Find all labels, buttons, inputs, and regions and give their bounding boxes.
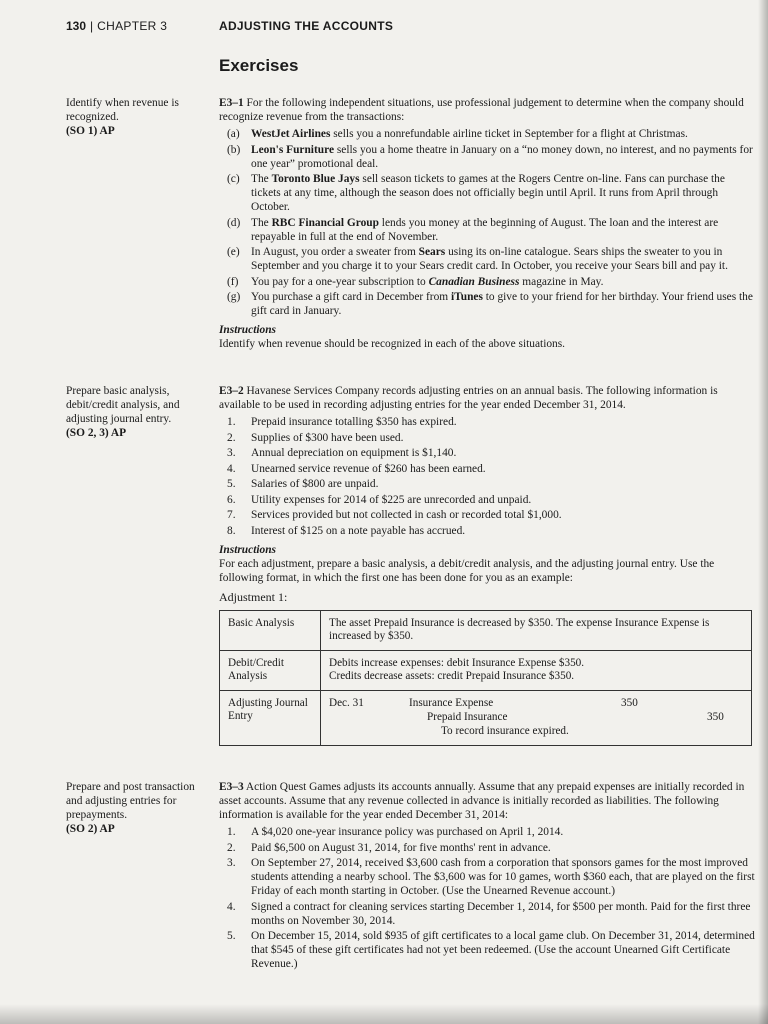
e31-number: E3–1 — [219, 97, 244, 109]
item-text: Paid $6,500 on August 31, 2014, for five months' rent in advance. — [251, 841, 551, 854]
item-text: On September 27, 2014, received $3,600 cash from a corporation that sponsors games for the most improved students attending a nearby school. The $3,600 was for 10 games, worth $360 each, that are played on the first Friday of each month starting in October. (Use the Unearned Revenue account.) — [251, 857, 755, 897]
item-label: (c) — [227, 173, 240, 185]
debit-credit-line: Credits decrease assets: credit Prepaid Insurance $350. — [329, 670, 575, 682]
e33-number: E3–3 — [219, 781, 244, 793]
e33-information-list — [219, 825, 757, 971]
item-text: Prepaid insurance totalling $350 has expired. — [251, 416, 457, 428]
page-number: 130 — [66, 19, 87, 33]
item-text: Supplies of $300 have been used. — [251, 431, 404, 444]
item-text: Interest of $125 on a note payable has accrued. — [251, 524, 466, 537]
e32-objective: Prepare basic analysis, debit/credit analysis, and adjusting journal entry. — [66, 385, 180, 425]
item-text: Services provided but not collected in cash or recorded total $1,000. — [251, 509, 562, 521]
e33-objective: Prepare and post transaction and adjusting entries for prepayments. — [66, 781, 195, 821]
debit-credit-analysis — [321, 650, 752, 690]
item-number: 4. — [227, 462, 236, 475]
item-text: sells you a home theatre in January on a “no money down, no interest, and no payments for one year” promotional deal. — [251, 143, 753, 170]
item-text: lends you money at the beginning of August. The loan and the interest are repayable in full at the end of November. — [251, 216, 719, 243]
je-explanation: To record insurance expired. — [441, 724, 569, 737]
item-number: 3. — [227, 447, 236, 459]
basic-analysis-label: Basic Analysis — [220, 610, 321, 650]
item-label: (e) — [227, 246, 240, 258]
header-separator: | — [90, 19, 94, 33]
item-number: 6. — [227, 493, 236, 506]
item-label: (d) — [227, 216, 241, 229]
basic-analysis-text: The asset Prepaid Insurance is decreased by $350. The expense Insurance Expense is increased by $350. — [321, 610, 752, 650]
item-text: sell season tickets to games at the Rogers Centre on-line. Fans can purchase the tickets at any time, although the season does not officially begin until April. It runs from April through October. — [251, 173, 725, 213]
je-date: Dec. 31 — [329, 696, 364, 709]
table-row — [220, 610, 752, 650]
item-number: 1. — [227, 826, 236, 838]
list-item — [219, 477, 757, 491]
e31-objective: Identify when revenue is recognized. — [66, 97, 179, 123]
list-item — [219, 929, 757, 971]
item-number: 3. — [227, 857, 236, 869]
journal-entry — [321, 690, 752, 745]
running-header — [66, 19, 394, 33]
e32-intro: Havanese Services Company records adjusting entries on an annual basis. The following information is available to be used in recording adjusting entries for the year ended December 31, 2014. — [219, 385, 718, 411]
chapter-title: ADJUSTING THE ACCOUNTS — [219, 19, 394, 33]
list-item — [219, 900, 757, 928]
item-text: Unearned service revenue of $260 has been earned. — [251, 462, 486, 475]
list-item — [219, 856, 757, 898]
item-text: sells you a nonrefundable airline ticket in September for a flight at Christmas. — [330, 128, 688, 140]
list-item — [219, 825, 757, 839]
list-item — [219, 143, 757, 171]
list-item — [219, 462, 757, 476]
list-item — [219, 127, 757, 141]
e31-margin-note — [66, 96, 206, 138]
item-text: You purchase a gift card in December from — [251, 291, 452, 303]
company-name: RBC Financial Group — [271, 216, 379, 229]
adjustment-label: Adjustment 1: — [219, 589, 288, 604]
item-label: (a) — [227, 128, 240, 140]
magazine-name: Canadian Business — [428, 275, 520, 288]
list-item — [219, 275, 757, 289]
e33-intro: Action Quest Games adjusts its accounts annually. Assume that any prepaid expenses are initially recorded in asset accounts. Assume that any revenue collected in advance is initially recorded as liabilities. The following information is available for the year ended December 31, 2014: — [219, 781, 745, 821]
list-item — [219, 841, 757, 855]
je-debit-account: Insurance Expense — [409, 696, 494, 709]
item-text: Salaries of $800 are unpaid. — [251, 478, 379, 490]
item-text: Annual depreciation on equipment is $1,140. — [251, 447, 457, 459]
company-name: Leon's Furniture — [251, 143, 335, 156]
item-text: The — [251, 173, 272, 185]
item-number: 7. — [227, 509, 236, 521]
e32-instructions: For each adjustment, prepare a basic analysis, a debit/credit analysis, and the adjusting journal entry. Use the following format, in which the first one has been done for you as an example: — [219, 557, 715, 584]
item-number: 2. — [227, 431, 236, 444]
item-text: On December 15, 2014, sold $935 of gift certificates to a local game club. On December 31, 2014, determined that $545 of these gift certificates had not yet been redeemed. (Use the account Unearned Gift Certificate Revenue.) — [251, 930, 755, 970]
e32-number: E3–2 — [219, 385, 244, 397]
debit-credit-line: Debits increase expenses: debit Insurance Expense $350. — [329, 656, 585, 669]
item-label: (g) — [227, 291, 241, 303]
item-number: 5. — [227, 478, 236, 490]
page-edge-shadow — [758, 0, 768, 1024]
list-item — [219, 508, 757, 522]
list-item — [219, 431, 757, 445]
e31-instructions: Identify when revenue should be recognized in each of the above situations. — [219, 338, 566, 350]
e33-margin-note — [66, 780, 206, 836]
item-number: 1. — [227, 416, 236, 428]
chapter-label: CHAPTER 3 — [97, 19, 168, 33]
je-credit-amount: 350 — [707, 710, 724, 723]
exercise-e3-3 — [219, 780, 757, 973]
list-item — [219, 216, 757, 244]
debit-credit-label: Debit/Credit Analysis — [220, 650, 321, 690]
exercise-e3-1 — [219, 96, 757, 351]
company-name: iTunes — [451, 291, 483, 303]
company-name: WestJet Airlines — [251, 128, 331, 140]
item-label: (b) — [227, 143, 241, 156]
item-text: A $4,020 one-year insurance policy was purchased on April 1, 2014. — [251, 826, 564, 838]
item-number: 2. — [227, 841, 236, 854]
je-credit-account: Prepaid Insurance — [427, 710, 508, 723]
list-item — [219, 415, 757, 429]
list-item — [219, 493, 757, 507]
e31-instructions-heading: Instructions — [219, 324, 276, 336]
list-item — [219, 446, 757, 460]
item-number: 8. — [227, 524, 236, 537]
e33-study-objective: (SO 2) AP — [66, 823, 115, 835]
list-item — [219, 245, 757, 273]
list-item — [219, 290, 757, 318]
company-name: Toronto Blue Jays — [271, 173, 360, 185]
e31-situations-list — [219, 127, 757, 318]
e31-study-objective: (SO 1) AP — [66, 125, 115, 137]
list-item — [219, 524, 757, 538]
item-text: In August, you order a sweater from — [251, 246, 419, 258]
item-text: Utility expenses for 2014 of $225 are unrecorded and unpaid. — [251, 493, 532, 506]
table-row — [220, 650, 752, 690]
journal-entry-label: Adjusting Journal Entry — [220, 690, 321, 745]
item-text: Signed a contract for cleaning services starting December 1, 2014, for $500 per month. Paid for the first three months on November 30, 2014. — [251, 900, 751, 927]
company-name: Sears — [418, 246, 446, 258]
je-debit-amount: 350 — [621, 696, 638, 709]
item-text: magazine in May. — [519, 275, 604, 288]
e31-intro: For the following independent situations, use professional judgement to determine when the company should recognize revenue from the transactions: — [219, 97, 744, 123]
e32-adjustments-list — [219, 415, 757, 538]
table-row — [220, 690, 752, 745]
section-title: Exercises — [219, 56, 299, 75]
e32-instructions-heading: Instructions — [219, 543, 276, 556]
item-text: The — [251, 216, 272, 229]
e32-study-objective: (SO 2, 3) AP — [66, 427, 127, 439]
exercise-e3-2 — [219, 384, 757, 746]
e32-margin-note — [66, 384, 206, 440]
page-bottom-shadow — [0, 1004, 768, 1024]
item-text: to give to your friend for her birthday. Your friend uses the gift card in January. — [251, 291, 753, 317]
adjustment-table — [219, 610, 752, 746]
item-text: using its on-line catalogue. Sears ships the sweater to you in September and you charge it to your Sears credit card. In October, you receive your Sears bill and pay it. — [251, 246, 728, 272]
list-item — [219, 172, 757, 214]
item-text: You pay for a one-year subscription to — [251, 275, 429, 288]
item-label: (f) — [227, 275, 239, 288]
item-number: 5. — [227, 930, 236, 942]
item-number: 4. — [227, 900, 236, 913]
